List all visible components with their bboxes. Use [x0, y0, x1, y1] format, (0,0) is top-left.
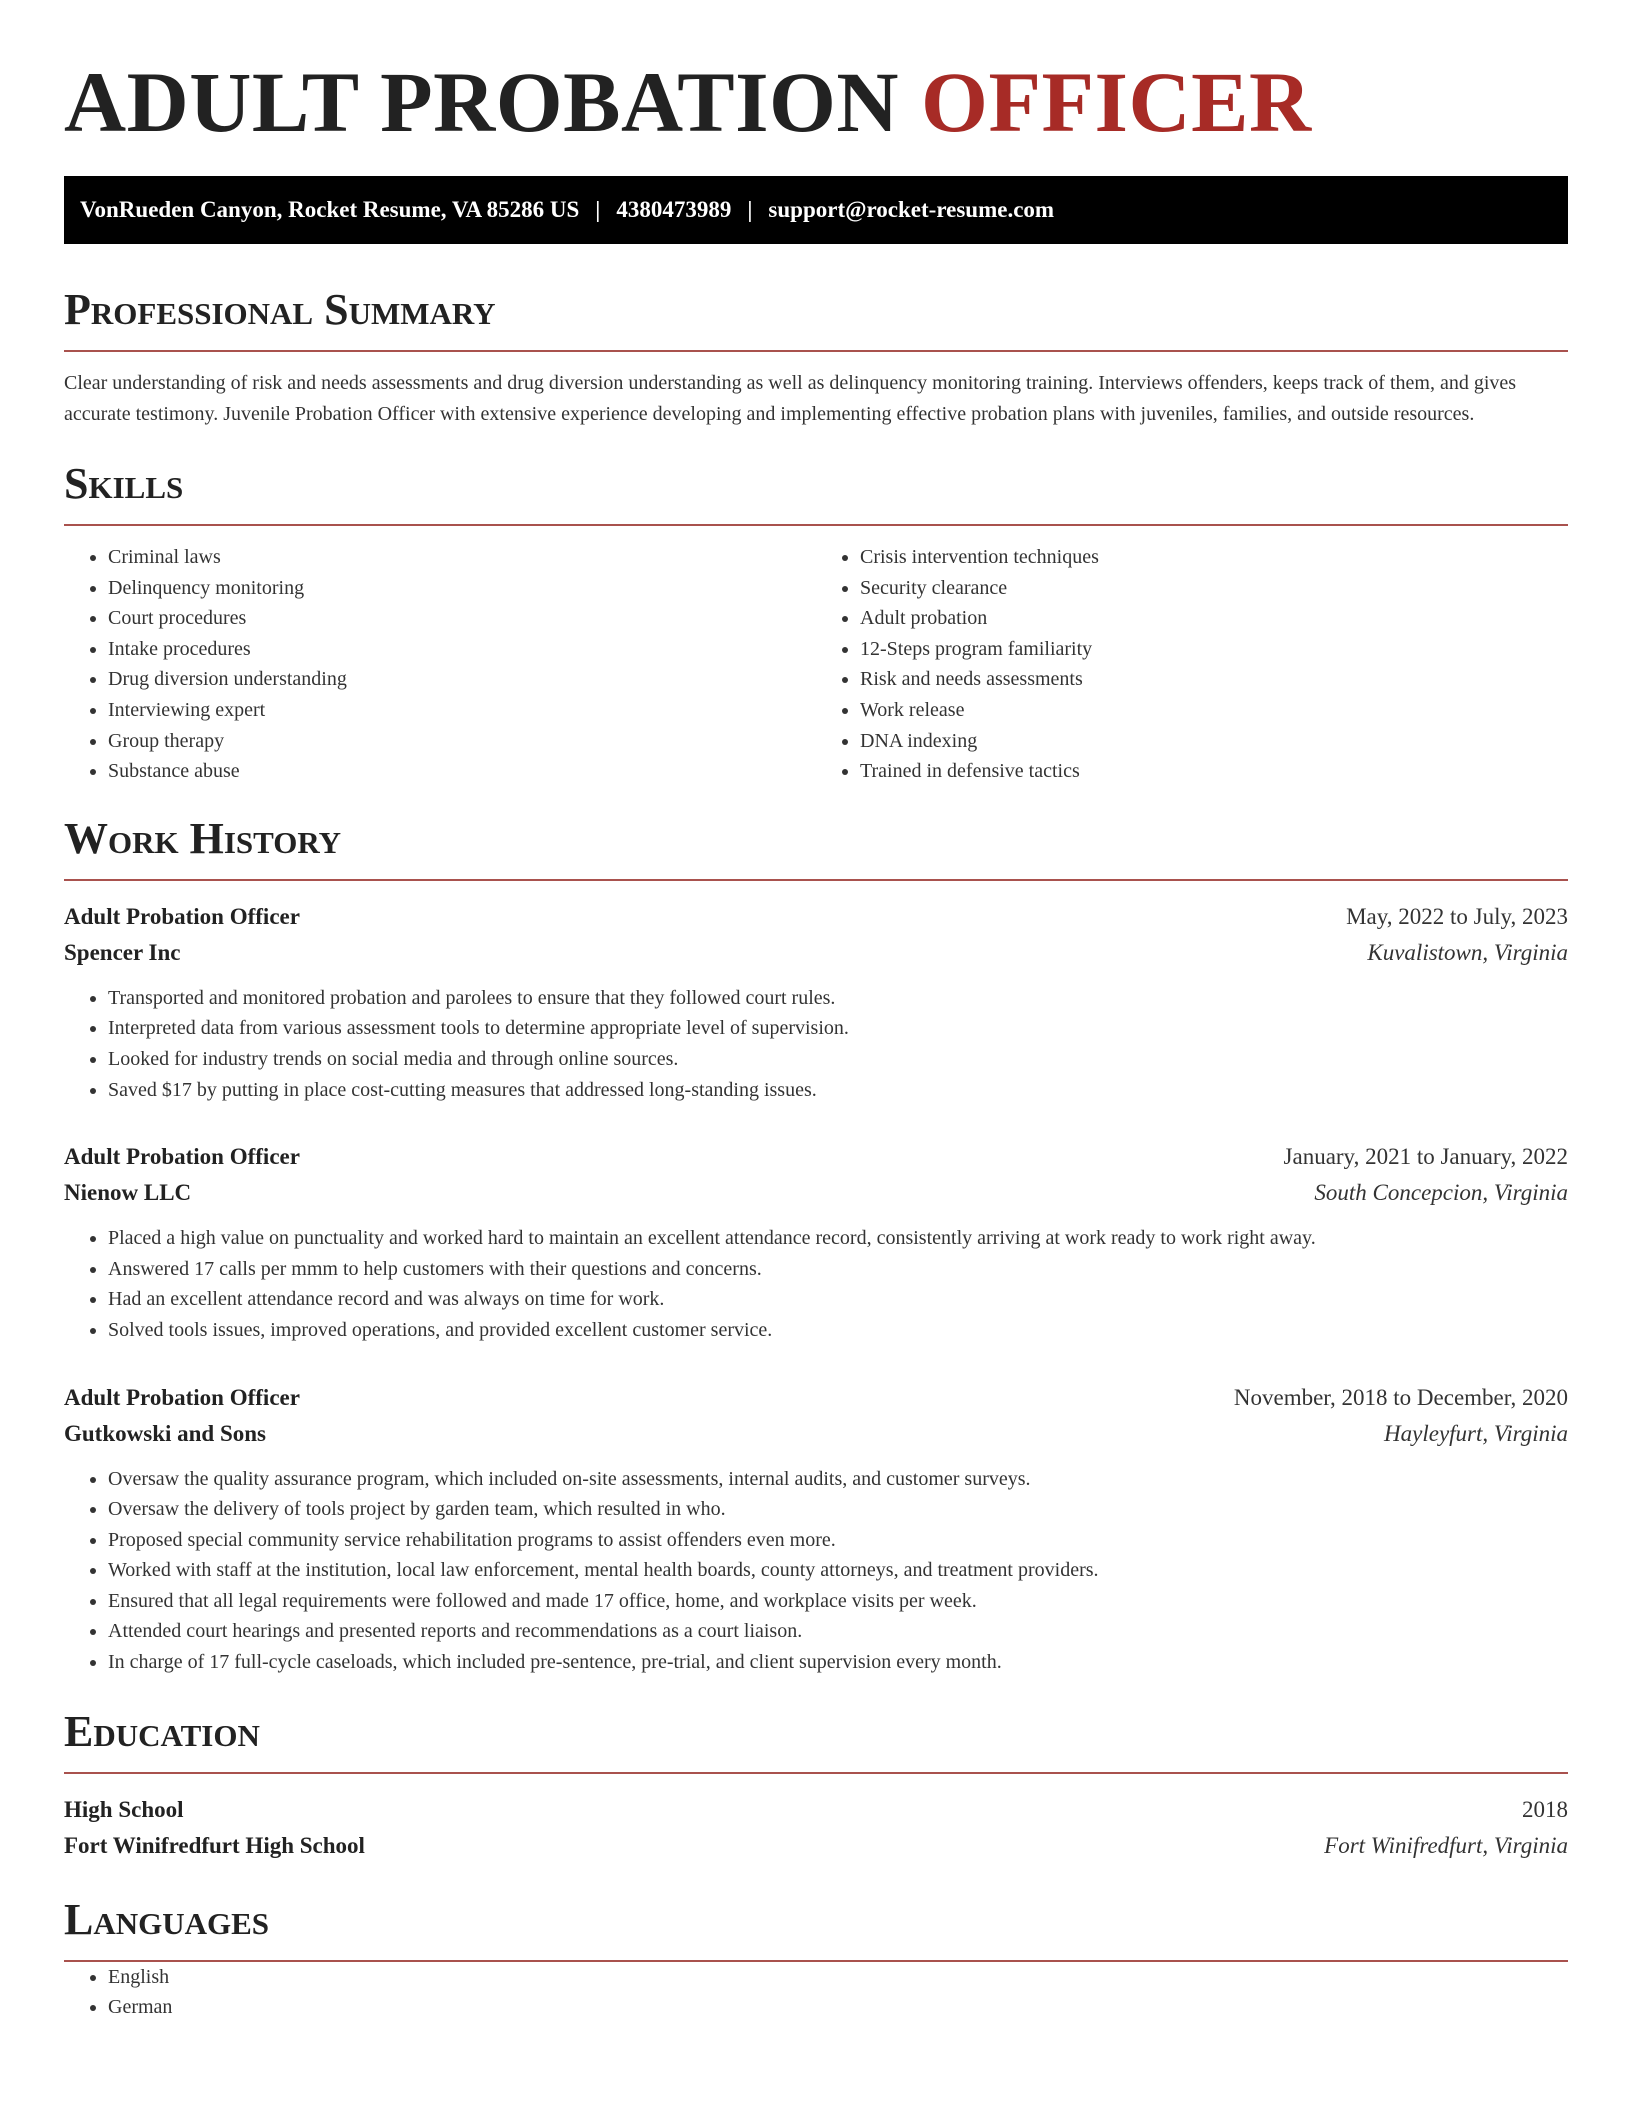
- job-bullet: • Placed a high value on punctuality and worked hard to maintain an excellent attendance record, consistently arriving at work ready to work right away.: [108, 1223, 1568, 1254]
- education-year: 2018: [1522, 1796, 1568, 1822]
- job-bullet: • Worked with staff at the institution, local law enforcement, mental health boards, county attorneys, and treatment providers.: [108, 1555, 1568, 1586]
- education-header-row: [64, 1792, 1568, 1828]
- education-school-row: [64, 1828, 1568, 1864]
- job-header-row: [64, 899, 1568, 935]
- languages-list: [64, 1962, 1568, 2023]
- skills-grid: [64, 542, 1568, 787]
- job-header-row: [64, 1380, 1568, 1416]
- skill-item: • Adult probation: [860, 603, 1568, 634]
- skill-item: • DNA indexing: [860, 726, 1568, 757]
- job-bullet: • Proposed special community service rehabilitation programs to assist offenders even more.: [108, 1525, 1568, 1556]
- skill-item: • Criminal laws: [108, 542, 816, 573]
- skill-item: • Delinquency monitoring: [108, 573, 816, 604]
- skill-item: • Court procedures: [108, 603, 816, 634]
- job-company-row: [64, 1175, 1568, 1211]
- work-history-heading: Work History: [64, 813, 1568, 881]
- job-entry: [64, 1380, 1568, 1678]
- job-company: Nienow LLC: [64, 1180, 192, 1206]
- languages-heading: Languages: [64, 1894, 1568, 1962]
- contact-separator: |: [595, 197, 601, 222]
- contact-bar: [64, 176, 1568, 244]
- job-title: Adult Probation Officer: [64, 1144, 300, 1170]
- skill-item: • Risk and needs assessments: [860, 664, 1568, 695]
- education-entry: [64, 1792, 1568, 1864]
- job-bullet: • Interpreted data from various assessment tools to determine appropriate level of supervision.: [108, 1013, 1568, 1044]
- education-degree: High School: [64, 1796, 184, 1822]
- job-dates: November, 2018 to December, 2020: [1233, 1384, 1568, 1410]
- job-location: Kuvalistown, Virginia: [1367, 939, 1568, 965]
- job-company: Spencer Inc: [64, 939, 181, 965]
- skill-item: • Substance abuse: [108, 756, 816, 787]
- title-accent: OFFICER: [921, 54, 1312, 150]
- title-main: ADULT PROBATION: [64, 54, 900, 150]
- job-title: Adult Probation Officer: [64, 903, 300, 929]
- job-bullets: [64, 1223, 1568, 1345]
- education-location: Fort Winifredfurt, Virginia: [1324, 1832, 1568, 1858]
- contact-phone: 4380473989: [616, 197, 732, 222]
- resume-title: [64, 52, 1568, 152]
- skill-item: • Intake procedures: [108, 634, 816, 665]
- job-bullet: • Looked for industry trends on social media and through online sources.: [108, 1044, 1568, 1075]
- skills-heading: Skills: [64, 458, 1568, 526]
- job-bullets: [64, 983, 1568, 1105]
- contact-address: VonRueden Canyon, Rocket Resume, VA 85286 US: [80, 197, 580, 222]
- skill-item: • 12-Steps program familiarity: [860, 634, 1568, 665]
- job-bullet: • Attended court hearings and presented reports and recommendations as a court liaison.: [108, 1616, 1568, 1647]
- job-bullet: • Had an excellent attendance record and was always on time for work.: [108, 1284, 1568, 1315]
- language-item: • English: [108, 1962, 1568, 1993]
- summary-section: [64, 284, 1568, 430]
- skill-item: • Interviewing expert: [108, 695, 816, 726]
- job-company-row: [64, 1416, 1568, 1452]
- job-bullet: • Answered 17 calls per mmm to help customers with their questions and concerns.: [108, 1254, 1568, 1285]
- education-heading: Education: [64, 1706, 1568, 1774]
- education-school: Fort Winifredfurt High School: [64, 1832, 365, 1858]
- job-company: Gutkowski and Sons: [64, 1420, 266, 1446]
- job-bullet: • Ensured that all legal requirements were followed and made 17 office, home, and workplace visits per week.: [108, 1586, 1568, 1617]
- education-section: [64, 1706, 1568, 1864]
- contact-email: support@rocket-resume.com: [768, 197, 1055, 222]
- skills-list-right: [816, 542, 1568, 787]
- job-location: Hayleyfurt, Virginia: [1384, 1420, 1568, 1446]
- job-bullet: • Transported and monitored probation and parolees to ensure that they followed court rules.: [108, 983, 1568, 1014]
- job-header-row: [64, 1139, 1568, 1175]
- languages-section: [64, 1894, 1568, 2023]
- summary-text: Clear understanding of risk and needs assessments and drug diversion understanding as well as delinquency monitoring training. Interviews offenders, keeps track of them, and gives accurate testimony. Juvenile Probation Officer with extensive experience developing and implementing effective probation plans with juveniles, families, and outside resources.: [64, 372, 1517, 425]
- job-location: South Concepcion, Virginia: [1314, 1180, 1568, 1206]
- job-bullet: • Oversaw the quality assurance program, which included on-site assessments, internal audits, and customer surveys.: [108, 1464, 1568, 1495]
- skill-item: • Security clearance: [860, 573, 1568, 604]
- job-title: Adult Probation Officer: [64, 1384, 300, 1410]
- job-bullet: • Saved $17 by putting in place cost-cutting measures that addressed long-standing issues.: [108, 1075, 1568, 1106]
- job-dates: January, 2021 to January, 2022: [1283, 1144, 1568, 1170]
- skill-item: • Crisis intervention techniques: [860, 542, 1568, 573]
- contact-separator: |: [747, 197, 753, 222]
- job-bullet: • Oversaw the delivery of tools project by garden team, which resulted in who.: [108, 1494, 1568, 1525]
- job-entry: [64, 899, 1568, 1105]
- job-entry: [64, 1139, 1568, 1345]
- skill-item: • Trained in defensive tactics: [860, 756, 1568, 787]
- language-item: • German: [108, 1992, 1568, 2023]
- job-bullet: • Solved tools issues, improved operations, and provided excellent customer service.: [108, 1315, 1568, 1346]
- summary-heading: Professional Summary: [64, 284, 1568, 352]
- job-bullet: • In charge of 17 full-cycle caseloads, which included pre-sentence, pre-trial, and client supervision every month.: [108, 1647, 1568, 1678]
- job-bullets: [64, 1464, 1568, 1678]
- skill-item: • Group therapy: [108, 726, 816, 757]
- work-history-section: [64, 813, 1568, 1678]
- skills-list-left: [64, 542, 816, 787]
- job-company-row: [64, 935, 1568, 971]
- skill-item: • Work release: [860, 695, 1568, 726]
- skills-section: [64, 458, 1568, 787]
- skill-item: • Drug diversion understanding: [108, 664, 816, 695]
- job-dates: May, 2022 to July, 2023: [1346, 903, 1568, 929]
